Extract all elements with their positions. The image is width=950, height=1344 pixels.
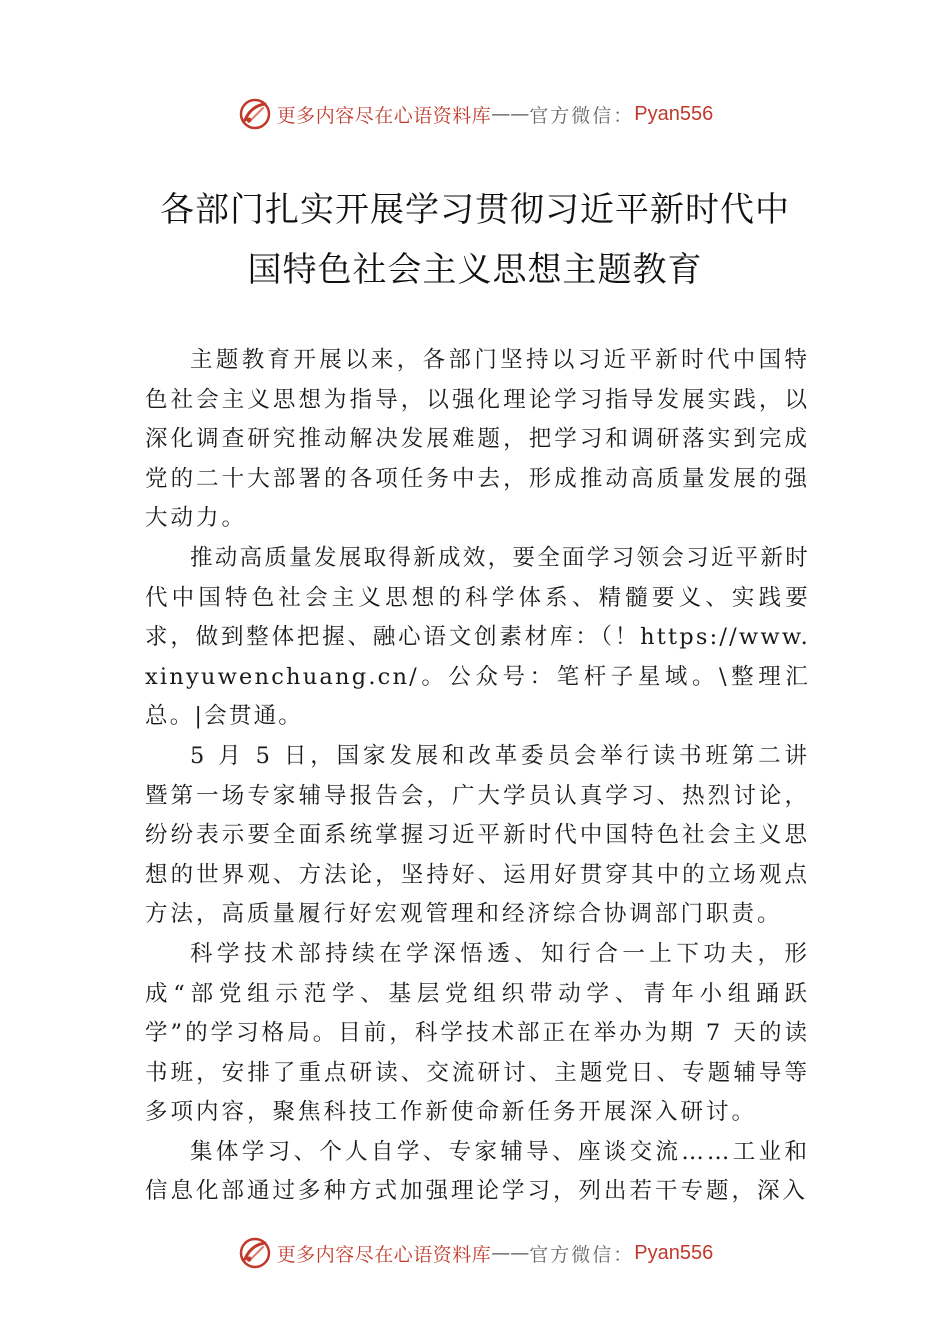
header-dash: —— [491,103,530,125]
header-brand-text: 更多内容尽在心语资料库 [276,104,492,127]
paragraph-3: 5 月 5 日，国家发展和改革委员会举行读书班第二讲暨第一场专家辅导报告会，广大学员认真学习、热烈讨论，纷纷表示要全面系统掌握习近平新时代中国特色社会主义思想的世界观、方法论，坚持好、运用好贯穿其中的立场观点方法，高质量履行好宏观管理和经济综合协调部门职责。 [145,742,810,928]
paragraph-5: 集体学习、个人自学、专家辅导、座谈交流……工业和信息化部通过多种方式加强理论学习，列出若干专题，深入 [145,1138,810,1205]
brush-logo-icon [237,96,273,132]
header-wechat-id: Pyan556 [634,102,714,125]
footer-dash: —— [491,1242,530,1264]
paragraph-1: 主题教育开展以来，各部门坚持以习近平新时代中国特色社会主义思想为指导，以强化理论学习指导发展实践，以深化调查研究推动解决发展难题，把学习和调研落实到完成党的二十大部署的各项任务中去，形成推动高质量发展的强大动力。 [145,347,810,532]
footer-wechat-id: Pyan556 [634,1241,714,1264]
title-line-2: 国特色社会主义思想主题教育 [247,250,703,290]
document-title [140,180,810,300]
paragraph-4: 科学技术部持续在学深悟透、知行合一上下功夫，形成“部党组示范学、基层党组织带动学、青年小组踊跃学”的学习格局。目前，科学技术部正在举办为期 7 天的读书班，安排了重点研读、交流研讨、主题党日、专题辅导等多项内容，聚焦科技工作新使命新任务开展深入研讨。 [145,940,810,1126]
paragraph-2: 推动高质量发展取得新成效，要全面学习领会习近平新时代中国特色社会主义思想的科学体系、精髓要义、实践要求，做到整体把握、融心语文创素材库：（！https://www.xinyuwenchuang.cn/。公众号：笔杆子星域。\整理汇总。|会贯通。 [145,544,810,730]
header-wechat-label: 官方微信： [529,104,635,127]
document-body [145,341,810,1212]
brush-logo-icon [237,1235,273,1271]
footer-brand-text: 更多内容尽在心语资料库 [276,1243,492,1266]
title-line-1: 各部门扎实开展学习贯彻习近平新时代中 [160,190,790,230]
footer-watermark [0,1233,950,1273]
footer-wechat-label: 官方微信： [529,1243,635,1266]
header-watermark [0,94,950,134]
